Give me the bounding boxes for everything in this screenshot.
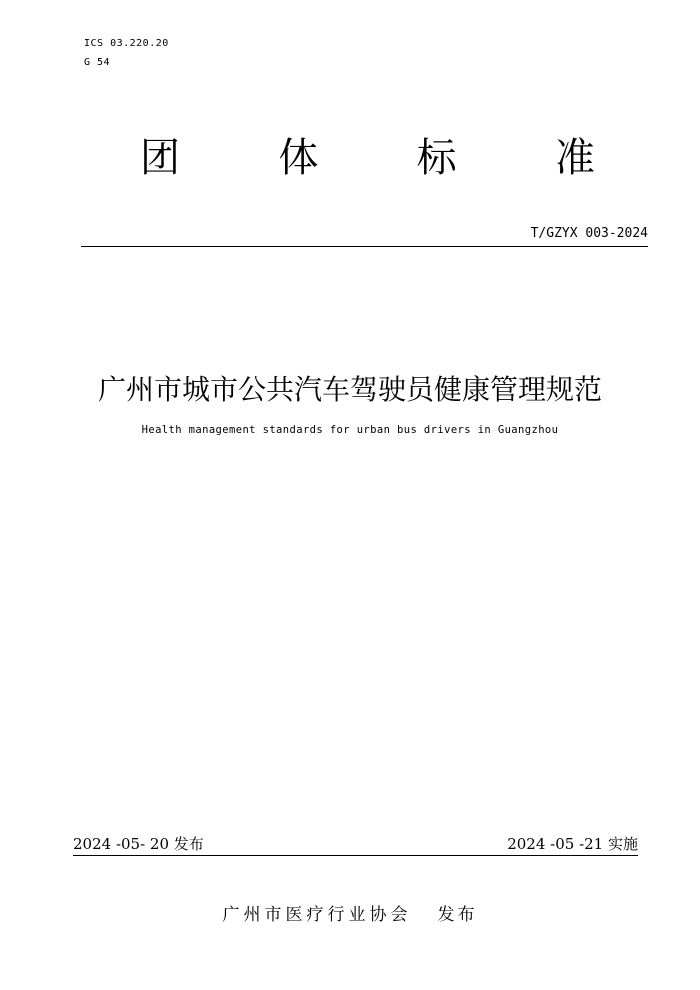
classification-code: G 54 [84, 57, 111, 68]
standard-type-char: 标 [416, 135, 457, 181]
footer-divider [73, 855, 638, 856]
publish-label: 发布 [437, 905, 478, 925]
standard-type-char: 准 [554, 135, 595, 181]
document-title-en: Health management standards for urban bus drivers in Guangzhou [141, 424, 559, 436]
standard-type-char: 体 [278, 135, 319, 181]
implementation-date: 2024 -05 -21 实施 [507, 835, 638, 853]
standard-number: T/GZYX 003-2024 [530, 226, 648, 241]
ics-code: ICS 03.220.20 [84, 38, 169, 49]
publisher-line [0, 900, 700, 925]
document-title-cn: 广州市城市公共汽车驾驶员健康管理规范 [97, 373, 602, 406]
standard-type-char: 团 [140, 135, 180, 181]
standard-type-heading [140, 130, 595, 186]
publisher-name: 广州市医疗行业协会 [222, 905, 412, 925]
issue-date: 2024 -05- 20 发布 [73, 835, 204, 853]
header-divider [81, 246, 648, 247]
